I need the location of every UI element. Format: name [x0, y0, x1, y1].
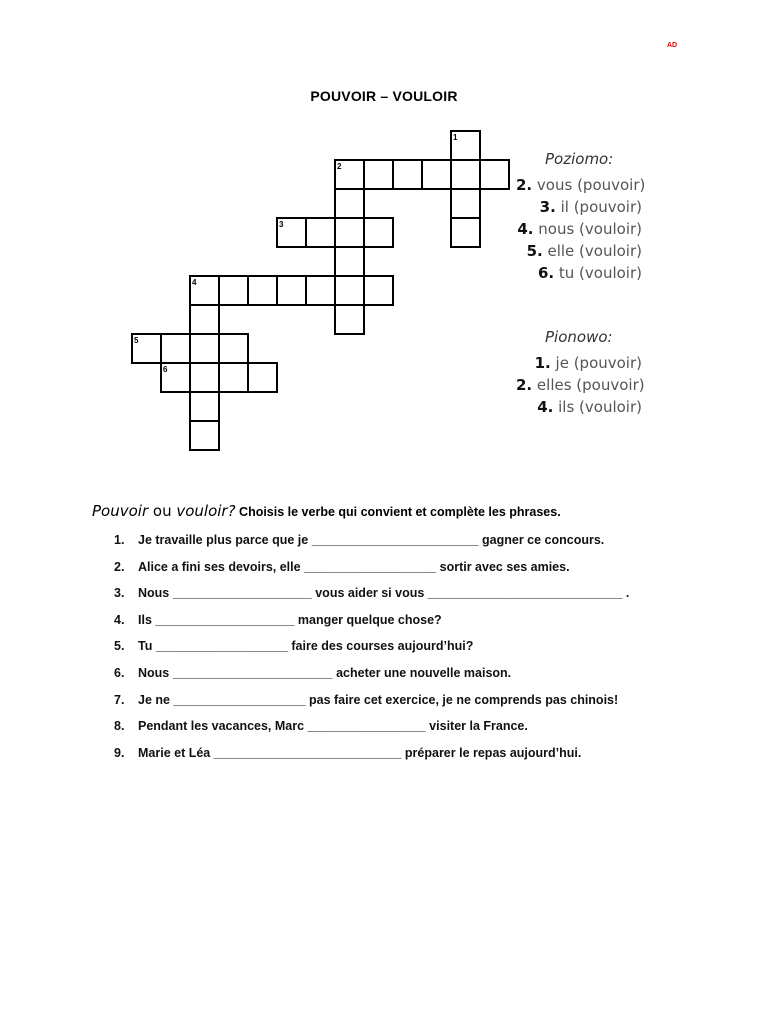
cell-number: 1 — [453, 133, 458, 142]
heading-pouvoir: Pouvoir — [92, 502, 149, 520]
crossword-cell[interactable] — [219, 334, 248, 363]
item-number: 8. — [114, 719, 125, 734]
cell-number: 3 — [279, 220, 284, 229]
clue-item — [516, 240, 642, 262]
cell-number: 2 — [337, 162, 342, 171]
clue-number: 4. — [517, 220, 534, 238]
clue-text: nous (vouloir) — [538, 220, 642, 238]
crossword-grid — [0, 0, 768, 470]
crossword-cell[interactable] — [335, 189, 364, 218]
crossword-cell[interactable] — [451, 189, 480, 218]
item-text: Je travaille plus parce que je ________________________ gagner ce concours. — [138, 533, 605, 547]
item-number: 5. — [114, 639, 125, 654]
horizontal-clues — [516, 150, 646, 284]
crossword-cell[interactable] — [422, 160, 451, 189]
corner-tag: AD — [667, 42, 678, 49]
crossword-cell[interactable] — [451, 218, 480, 247]
clue-text: elle (vouloir) — [547, 242, 642, 260]
clue-text: vous (pouvoir) — [536, 176, 646, 194]
crossword-cell[interactable] — [335, 276, 364, 305]
clue-item — [516, 196, 642, 218]
item-text: Ils ____________________ manger quelque chose? — [138, 612, 442, 627]
item-number: 3. — [114, 586, 125, 601]
page-title: POUVOIR – VOULOIR — [310, 88, 458, 104]
item-text: Nous ____________________ vous aider si vous ____________________________ . — [138, 586, 630, 601]
heading-ou: ou — [148, 502, 177, 520]
crossword-cell[interactable] — [277, 276, 306, 305]
item-text: Tu ___________________ faire des courses aujourd’hui? — [138, 639, 474, 654]
crossword-cell[interactable] — [190, 334, 219, 363]
crossword-cell[interactable] — [306, 276, 335, 305]
crossword-cell[interactable] — [364, 276, 393, 305]
clue-number: 2. — [516, 176, 533, 194]
item-text: Nous _______________________ acheter une nouvelle maison. — [138, 665, 512, 680]
clue-item — [516, 218, 642, 240]
clue-number: 6. — [537, 264, 555, 282]
clue-item — [516, 352, 642, 374]
crossword-cell[interactable] — [190, 305, 219, 334]
cell-number: 4 — [192, 278, 197, 287]
cell-number: 6 — [163, 365, 168, 374]
crossword-cell[interactable] — [161, 334, 190, 363]
item-number: 7. — [114, 692, 125, 707]
clue-number: 4. — [537, 398, 554, 416]
item-number: 4. — [114, 612, 125, 627]
crossword-cell[interactable] — [190, 421, 219, 450]
crossword-cell[interactable] — [248, 276, 277, 305]
horizontal-clue-list — [516, 174, 646, 284]
crossword-cell[interactable] — [248, 363, 277, 392]
cell-number: 5 — [134, 336, 139, 345]
crossword-cell[interactable] — [451, 160, 480, 189]
clue-item — [516, 262, 642, 284]
item-text: Pendant les vacances, Marc _________________ visiter la France. — [138, 719, 528, 734]
item-text: Marie et Léa ___________________________ préparer le repas aujourd’hui. — [138, 745, 582, 760]
crossword-cell[interactable] — [335, 247, 364, 276]
clue-number: 1. — [534, 354, 551, 372]
item-text: Je ne ___________________ pas faire cet exercice, je ne comprends pas chinois! — [138, 692, 619, 707]
crossword-cell[interactable] — [335, 218, 364, 247]
clue-item — [516, 174, 646, 196]
clue-text: je (pouvoir) — [555, 354, 642, 372]
crossword-cell[interactable] — [480, 160, 509, 189]
crossword-cell[interactable] — [364, 218, 393, 247]
item-number: 6. — [114, 665, 125, 680]
exercise-instruction: Choisis le verbe qui convient et complète les phrases. — [235, 505, 561, 519]
clue-text: il (pouvoir) — [560, 198, 642, 216]
clue-item — [516, 374, 645, 396]
crossword-cell[interactable] — [335, 305, 364, 334]
crossword-cell[interactable] — [219, 276, 248, 305]
clue-text: tu (vouloir) — [558, 264, 642, 282]
clue-text: elles (pouvoir) — [536, 376, 645, 394]
item-number: 2. — [114, 559, 125, 574]
horizontal-heading: Poziomo: — [545, 150, 614, 168]
clue-number: 5. — [526, 242, 543, 260]
item-number: 9. — [114, 745, 125, 760]
crossword-cell[interactable] — [219, 363, 248, 392]
clue-text: ils (vouloir) — [558, 398, 642, 416]
crossword-cell[interactable] — [364, 160, 393, 189]
heading-vouloir: vouloir? — [176, 502, 236, 520]
vertical-heading: Pionowo: — [545, 328, 613, 346]
crossword-cell[interactable] — [190, 392, 219, 421]
vertical-clue-list — [516, 352, 645, 418]
exercise-heading — [92, 502, 561, 520]
clue-number: 3. — [539, 198, 556, 216]
item-text: Alice a fini ses devoirs, elle ___________________ sortir avec ses amies. — [138, 559, 570, 574]
clue-number: 2. — [516, 376, 533, 394]
crossword-cell[interactable] — [306, 218, 335, 247]
crossword-cell[interactable] — [190, 363, 219, 392]
clue-item — [516, 396, 642, 418]
vertical-clues — [516, 328, 645, 418]
crossword-cell[interactable] — [393, 160, 422, 189]
item-number: 1. — [114, 533, 125, 547]
